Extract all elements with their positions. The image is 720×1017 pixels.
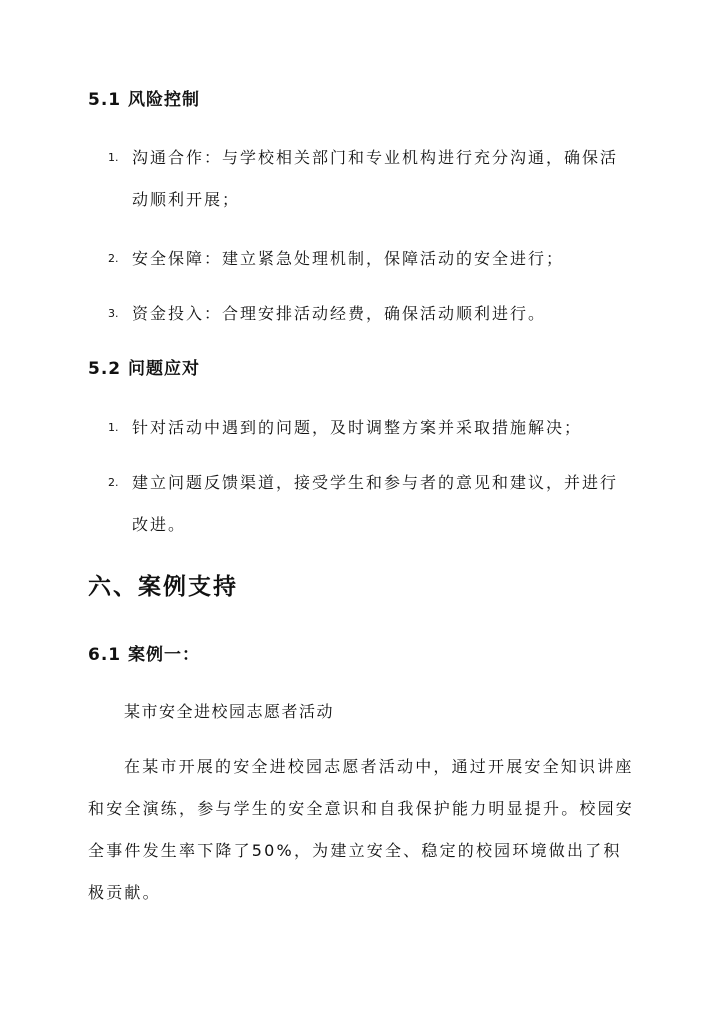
section-6-heading: 六、案例支持 xyxy=(88,574,238,600)
section-5-2-heading: 5.2 问题应对 xyxy=(88,359,201,379)
list-item-text: 安全保障：建立紧急处理机制，保障活动的安全进行； xyxy=(132,249,565,268)
list-item-number: 1. xyxy=(108,151,119,164)
list-item-text: 资金投入：合理安排活动经费，确保活动顺利进行。 xyxy=(132,304,547,323)
list-item-number: 2. xyxy=(108,476,119,489)
section-6-1-heading: 6.1 案例一： xyxy=(88,645,201,665)
list-item-text: 针对活动中遇到的问题，及时调整方案并采取措施解决； xyxy=(132,418,583,437)
case-title: 某市安全进校园志愿者活动 xyxy=(124,702,335,721)
case-paragraph: 在某市开展的安全进校园志愿者活动中，通过开展安全知识讲座和安全演练，参与学生的安全意识和自我保护能力明显提升。校园安全事件发生率下降了50%，为建立安全、稳定的校园环境做出了积极贡献。 xyxy=(88,757,635,902)
list-item-number: 1. xyxy=(108,421,119,434)
list-item-number: 2. xyxy=(108,252,119,265)
list-item-number: 3. xyxy=(108,307,119,320)
section-5-1-heading: 5.1 风险控制 xyxy=(88,90,201,110)
list-item-text: 沟通合作：与学校相关部门和专业机构进行充分沟通，确保活动顺利开展； xyxy=(132,148,619,209)
list-item-text: 建立问题反馈渠道，接受学生和参与者的意见和建议，并进行改进。 xyxy=(132,473,619,534)
